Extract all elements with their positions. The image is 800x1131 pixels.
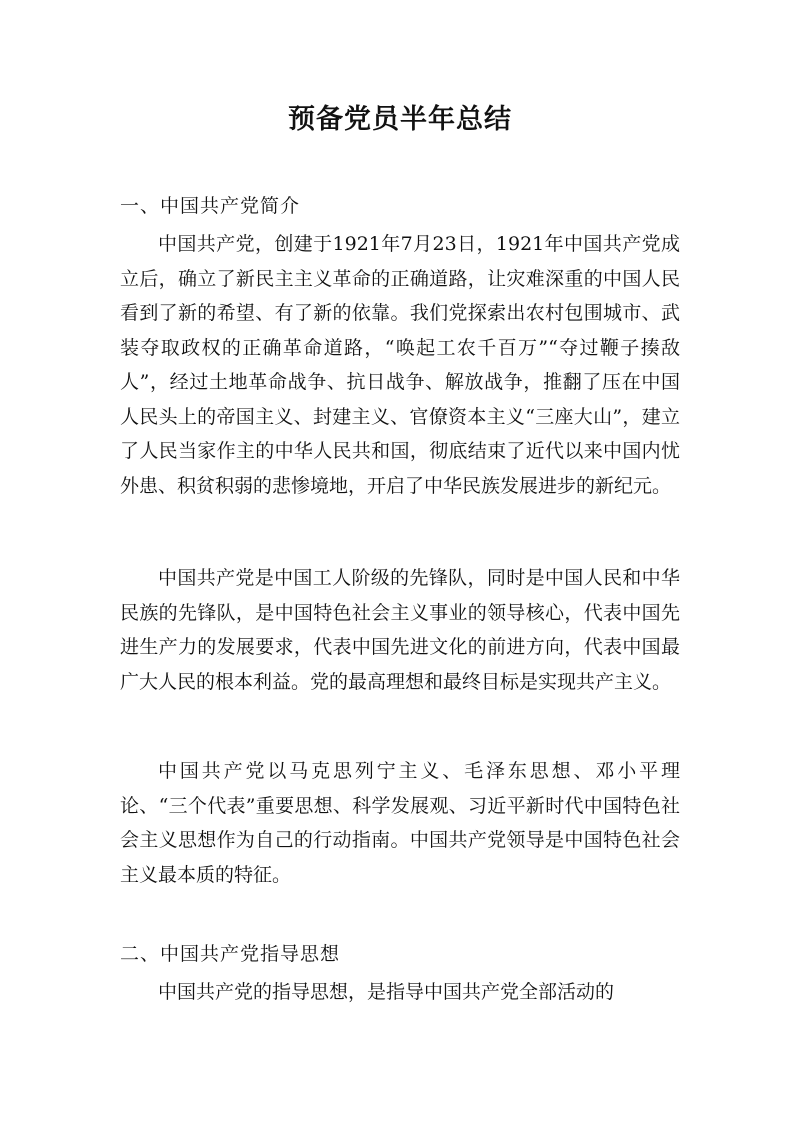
section-heading-1: 一、中国共产党简介 bbox=[120, 195, 301, 217]
section2-paragraph-1: 中国共产党的指导思想，是指导中国共产党全部活动的 bbox=[158, 981, 615, 1003]
document-title: 预备党员半年总结 bbox=[288, 104, 512, 135]
section1-paragraph-2: 中国共产党是中国工人阶级的先锋队，同时是中国人民和中华民族的先锋队，是中国特色社会主义事业的领导核心，代表中国先进生产力的发展要求，代表中国先进文化的前进方向，代表中国最广大人民的根本利益。党的最高理想和最终目标是实现共产主义。 bbox=[120, 567, 680, 693]
section-heading-2: 二、中国共产党指导思想 bbox=[120, 943, 341, 965]
section1-paragraph-1: 中国共产党，创建于1921年7月23日，1921年中国共产党成立后，确立了新民主主义革命的正确道路，让灾难深重的中国人民看到了新的希望、有了新的依靠。我们党探索出农村包围城市、武装夺取政权的正确革命道路，“唤起工农千百万”“夺过鞭子揍敌人”，经过土地革命战争、抗日战争、解放战争，推翻了压在中国人民头上的帝国主义、封建主义、官僚资本主义“三座大山”，建立了人民当家作主的中华人民共和国，彻底结束了近代以来中国内忧外患、积贫积弱的悲惨境地，开启了中华民族发展进步的新纪元。 bbox=[120, 233, 680, 497]
section1-paragraph-3: 中国共产党以马克思列宁主义、毛泽东思想、邓小平理论、“三个代表”重要思想、科学发展观、习近平新时代中国特色社会主义思想作为自己的行动指南。中国共产党领导是中国特色社会主义最本质的特征。 bbox=[120, 760, 680, 886]
